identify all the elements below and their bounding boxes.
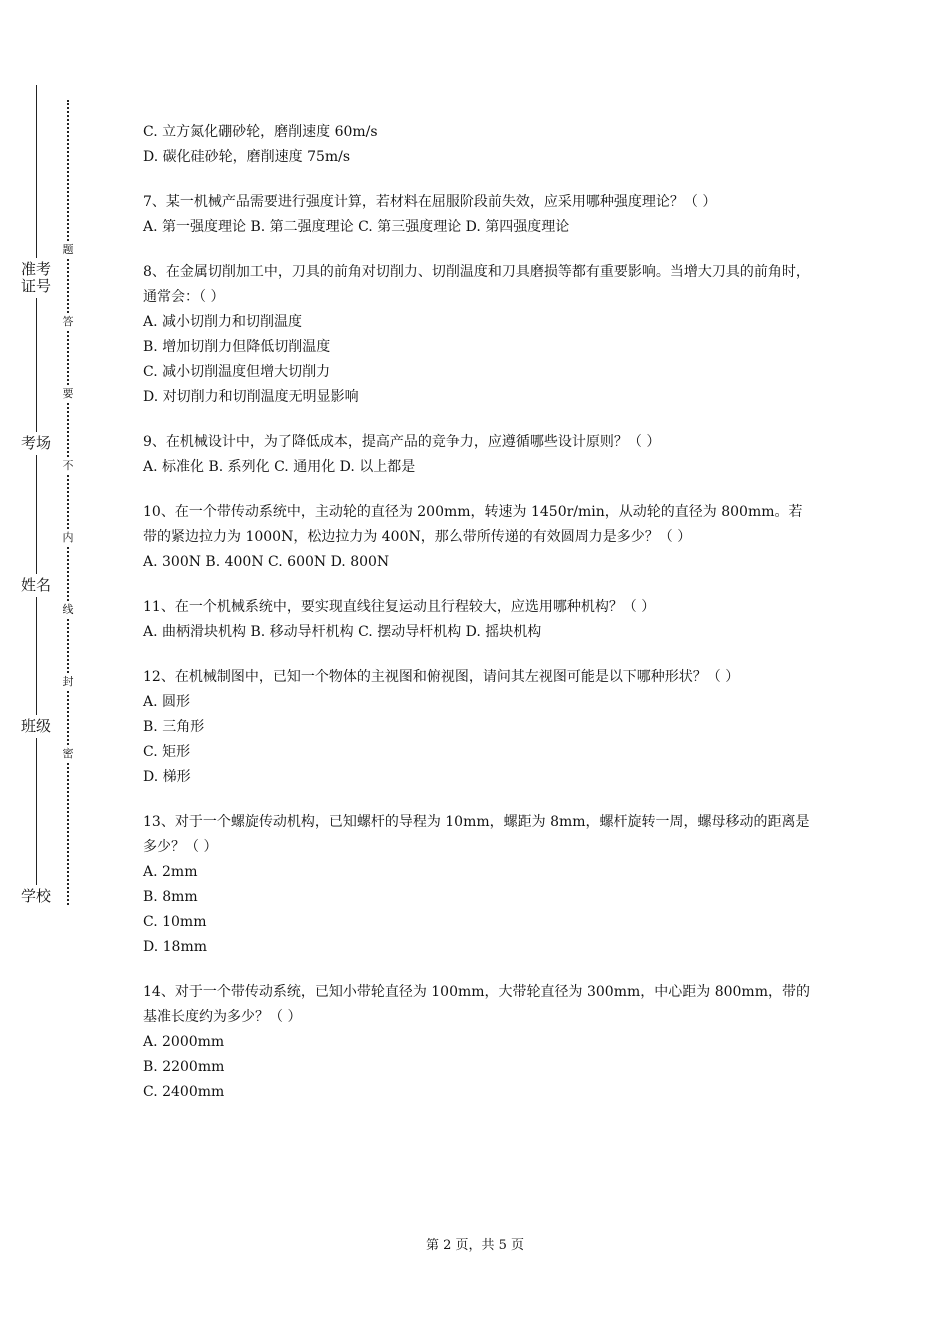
question-10 — [143, 500, 813, 575]
seal-dotted-line — [67, 100, 69, 905]
seal-char: 内 — [59, 530, 77, 546]
option-line: D. 对切削力和切削温度无明显影响 — [143, 389, 359, 405]
option-line: D. 碳化硅砂轮，磨削速度 75m/s — [143, 149, 351, 165]
question-content — [143, 120, 813, 1105]
option-line: D. 梯形 — [143, 769, 191, 785]
question-stem: 11、在一个机械系统中，要实现直线往复运动且行程较大，应选用哪种机构？（ ） — [143, 599, 656, 615]
question-stem: 9、在机械设计中，为了降低成本，提高产品的竞争力，应遵循哪些设计原则？（ ） — [143, 434, 661, 450]
question-14 — [143, 980, 813, 1105]
question-13 — [143, 810, 813, 960]
question-stem: 7、某一机械产品需要进行强度计算，若材料在屈服阶段前失效，应采用哪种强度理论？（ ） — [143, 194, 717, 210]
binding-margin — [0, 0, 110, 1344]
option-line: A. 300N B. 400N C. 600N D. 800N — [143, 554, 390, 570]
seal-char: 不 — [59, 458, 77, 474]
option-line: A. 曲柄滑块机构 B. 移动导杆机构 C. 摆动导杆机构 D. 摇块机构 — [143, 624, 542, 640]
question-11 — [143, 595, 813, 645]
seal-char: 要 — [59, 386, 77, 402]
binding-solid-line — [36, 85, 37, 905]
question-stem: 8、在金属切削加工中，刀具的前角对切削力、切削温度和刀具磨损等都有重要影响。当增大刀具的前角时，通常会：（ ） — [143, 264, 810, 305]
question-8 — [143, 260, 813, 410]
seal-char: 密 — [59, 746, 77, 762]
option-line: C. 减小切削温度但增大切削力 — [143, 364, 331, 380]
question-stem: 12、在机械制图中，已知一个物体的主视图和俯视图，请问其左视图可能是以下哪种形状？（ ） — [143, 669, 740, 685]
field-exam-room: 考场 — [20, 432, 52, 455]
question-stem: 10、在一个带传动系统中，主动轮的直径为 200mm，转速为 1450r/min，从动轮的直径为 800mm。若带的紧边拉力为 1000N，松边拉力为 400N，那么带所传递的有效圆周力是多少？（ ） — [143, 504, 803, 545]
option-line: A. 标准化 B. 系列化 C. 通用化 D. 以上都是 — [143, 459, 416, 475]
option-line: D. 18mm — [143, 939, 207, 955]
option-line: C. 矩形 — [143, 744, 191, 760]
option-line: C. 10mm — [143, 914, 207, 930]
option-line: A. 2000mm — [143, 1034, 225, 1050]
option-line: A. 第一强度理论 B. 第二强度理论 C. 第三强度理论 D. 第四强度理论 — [143, 219, 570, 235]
option-line: B. 三角形 — [143, 719, 205, 735]
option-line: C. 2400mm — [143, 1084, 225, 1100]
question-7 — [143, 190, 813, 240]
option-line: A. 减小切削力和切削温度 — [143, 314, 303, 330]
field-exam-id: 准考证号 — [20, 258, 52, 298]
question-9 — [143, 430, 813, 480]
question-stem: 14、对于一个带传动系统，已知小带轮直径为 100mm，大带轮直径为 300mm，中心距为 800mm，带的基准长度约为多少？（ ） — [143, 984, 810, 1025]
field-school: 学校 — [20, 885, 52, 908]
option-line: B. 增加切削力但降低切削温度 — [143, 339, 331, 355]
field-class: 班级 — [20, 715, 52, 738]
field-name: 姓名 — [20, 574, 52, 597]
option-line: A. 2mm — [143, 864, 198, 880]
page-footer: 第 2 页，共 5 页 — [425, 1238, 525, 1253]
option-line: A. 圆形 — [143, 694, 191, 710]
option-line: B. 2200mm — [143, 1059, 225, 1075]
seal-char: 题 — [59, 242, 77, 258]
question-12 — [143, 665, 813, 790]
option-line: C. 立方氮化硼砂轮，磨削速度 60m/s — [143, 124, 378, 140]
option-line: B. 8mm — [143, 889, 198, 905]
question-stem: 13、对于一个螺旋传动机构，已知螺杆的导程为 10mm，螺距为 8mm，螺杆旋转一周，螺母移动的距离是多少？（ ） — [143, 814, 810, 855]
seal-char: 线 — [59, 602, 77, 618]
seal-char: 封 — [59, 674, 77, 690]
seal-char: 答 — [59, 314, 77, 330]
leading-options — [143, 120, 813, 170]
